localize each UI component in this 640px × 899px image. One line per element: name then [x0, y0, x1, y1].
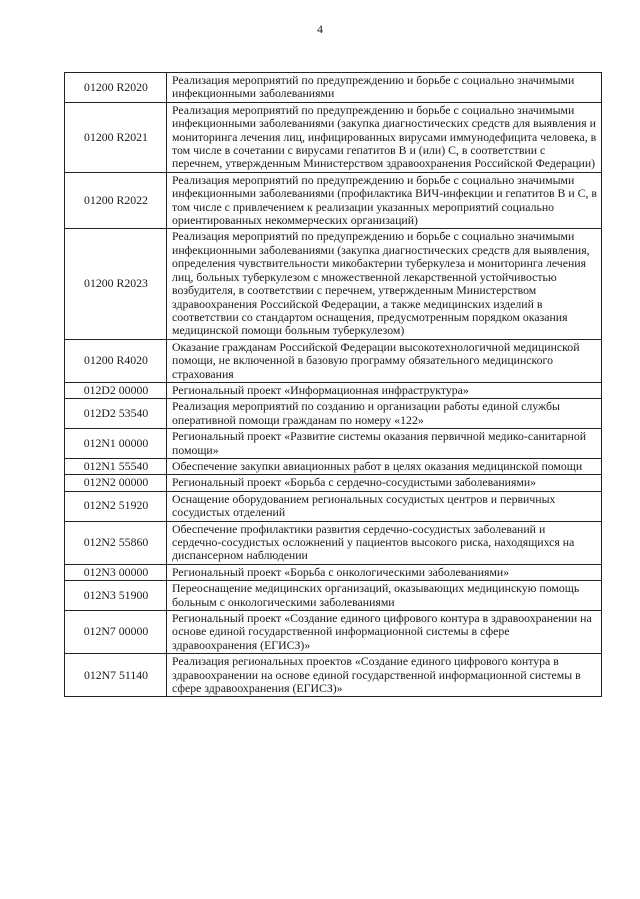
table-row	[65, 564, 602, 580]
page-number: 4	[317, 22, 323, 36]
row-description: Реализация мероприятий по предупреждению и борьбе с социально значимыми инфекционными заболеваниями (профилактика ВИЧ-инфекции и гепатитов В и С, в том числе с привлечением к реализации указанных мероприятий социально ориентированных некоммерческих организаций)	[167, 172, 602, 229]
table-row	[65, 399, 602, 429]
row-description: Обеспечение закупки авиационных работ в целях оказания медицинской помощи	[167, 458, 602, 474]
table-row	[65, 339, 602, 382]
table-row	[65, 475, 602, 491]
row-code: 012N2 55860	[65, 521, 167, 564]
row-code: 012N7 51140	[65, 654, 167, 697]
row-description: Реализация мероприятий по созданию и организации работы единой службы оперативной помощи гражданам по номеру «122»	[167, 399, 602, 429]
row-code: 012D2 00000	[65, 382, 167, 398]
table-row	[65, 521, 602, 564]
table-row	[65, 491, 602, 521]
row-description: Реализация региональных проектов «Создание единого цифрового контура в здравоохранении на основе единой государственной информационной системы в сфере здравоохранения (ЕГИСЗ)»	[167, 654, 602, 697]
table-row	[65, 102, 602, 172]
table-row	[65, 654, 602, 697]
row-description: Реализация мероприятий по предупреждению и борьбе с социально значимыми инфекционными заболеваниями (закупка диагностических средств для выявления и мониторинга лечения лиц, инфицированных вирусами иммунодефицита человека, в том числе в сочетании с вирусами гепатитов В и (или) С, в соответствии с перечнем, утвержденным Министерством здравоохранения Российской Федерации)	[167, 102, 602, 172]
row-description: Региональный проект «Создание единого цифрового контура в здравоохранении на основе единой государственной информационной системы в сфере здравоохранения (ЕГИСЗ)»	[167, 611, 602, 654]
row-code: 012N2 00000	[65, 475, 167, 491]
row-code: 01200 R2021	[65, 102, 167, 172]
row-code: 012D2 53540	[65, 399, 167, 429]
table-row	[65, 581, 602, 611]
row-description: Региональный проект «Борьба с онкологическими заболеваниями»	[167, 564, 602, 580]
table-row	[65, 458, 602, 474]
table-row	[65, 73, 602, 103]
table-row	[65, 382, 602, 398]
row-code: 012N2 51920	[65, 491, 167, 521]
row-code: 012N3 00000	[65, 564, 167, 580]
row-description: Региональный проект «Развитие системы оказания первичной медико-санитарной помощи»	[167, 429, 602, 459]
row-code: 01200 R4020	[65, 339, 167, 382]
row-description: Реализация мероприятий по предупреждению и борьбе с социально значимыми инфекционными заболеваниями (закупка диагностических средств для выявления, определения чувствительности микобактерии туберкулеза и мониторинга лечения лиц, больных туберкулезом с множественной лекарственной устойчивостью возбудителя, в соответствии с перечнем, утвержденным Министерством здравоохранения Российской Федерации, а также медицинских изделий в соответствии со стандартом оснащения, предусмотренным порядком оказания медицинской помощи больным туберкулезом)	[167, 229, 602, 339]
row-description: Оснащение оборудованием региональных сосудистых центров и первичных сосудистых отделений	[167, 491, 602, 521]
table-row	[65, 229, 602, 339]
table-row	[65, 172, 602, 229]
row-code: 01200 R2023	[65, 229, 167, 339]
row-description: Реализация мероприятий по предупреждению и борьбе с социально значимыми инфекционными заболеваниями	[167, 73, 602, 103]
row-description: Оказание гражданам Российской Федерации высокотехнологичной медицинской помощи, не включенной в базовую программу обязательного медицинского страхования	[167, 339, 602, 382]
row-code: 012N3 51900	[65, 581, 167, 611]
table-row	[65, 611, 602, 654]
row-code: 012N7 00000	[65, 611, 167, 654]
table-row	[65, 429, 602, 459]
row-code: 012N1 55540	[65, 458, 167, 474]
row-code: 01200 R2020	[65, 73, 167, 103]
row-code: 012N1 00000	[65, 429, 167, 459]
row-description: Региональный проект «Информационная инфраструктура»	[167, 382, 602, 398]
budget-classification-table	[64, 72, 602, 697]
row-description: Региональный проект «Борьба с сердечно-сосудистыми заболеваниями»	[167, 475, 602, 491]
row-description: Обеспечение профилактики развития сердечно-сосудистых заболеваний и сердечно-сосудистых осложнений у пациентов высокого риска, находящихся на диспансерном наблюдении	[167, 521, 602, 564]
row-description: Переоснащение медицинских организаций, оказывающих медицинскую помощь больным с онкологическими заболеваниями	[167, 581, 602, 611]
row-code: 01200 R2022	[65, 172, 167, 229]
